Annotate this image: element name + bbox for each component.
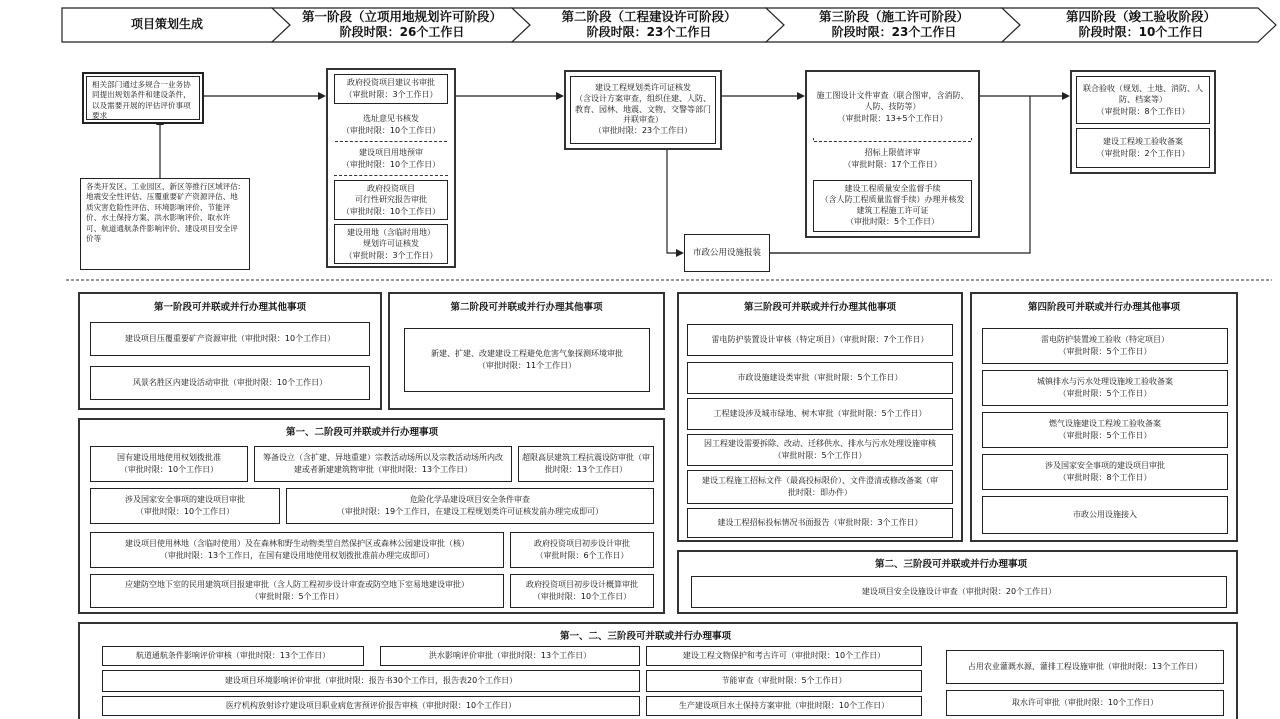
g1-item-2: 风景名胜区内建设活动审批（审批时限：10个工作日） [90, 366, 370, 400]
region-eval-box: 各类开发区、工业园区、新区等推行区域评估: 地震安全性评估、压覆重要矿产资源评估、地质灾害危险性评估、环境影响评价、节能评价、水土保持方案、洪水影响评价、取水许可、航道通航条件影响评价、建设项目安全评价等 [80, 178, 250, 270]
g123-item-2: 洪水影响评价审批（审批时限：13个工作日） [380, 646, 640, 666]
g12-item-8-title: 应建防空地下室的民用建筑项目报建审批（含人防工程初步设计审查或防空地下室易地建设审批） [125, 580, 469, 590]
g4-item-2-title: 城镇排水与污水处理设施竣工验收备案 [1037, 377, 1173, 387]
p1-item-5-limit: （审批时限：3个工作日） [344, 250, 438, 260]
g4-item-2 [982, 370, 1228, 406]
g4-item-4-limit: （审批时限：8个工作日） [1058, 473, 1152, 482]
p1-item-2 [334, 108, 448, 141]
parallel-group-12 [78, 418, 665, 614]
g12-item-6-limit: （审批时限：13个工作日，在国有建设用地使用权划拨批准前办理完成即可） [159, 551, 435, 560]
g12-item-8 [90, 574, 504, 608]
g123-item-9: 取水许可审批（审批时限：10个工作日） [946, 690, 1224, 716]
p1-item-1 [334, 74, 448, 104]
g12-item-6 [90, 532, 504, 568]
p1-item-4 [334, 180, 448, 220]
g12-item-2: 筹备设立（含扩建、异地重建）宗教活动场所以及宗教活动场所内改建或者新建建筑物审批（审批时限：13个工作日） [254, 446, 512, 482]
p1-item-2-limit: （审批时限：10个工作日） [341, 125, 441, 135]
phase1-group [326, 68, 456, 268]
g12-item-7 [510, 532, 654, 568]
g123-item-8: 生产建设项目水土保持方案审批（审批时限：10个工作日） [646, 696, 922, 716]
parallel-group-23-title: 第二、三阶段可并联或并行办理事项 [875, 559, 1028, 570]
p3-item-3-title: 建设工程质量安全监督手续 （含人防工程质量监督手续）办理并核发建筑工程施工许可证 [820, 184, 965, 215]
g12-item-5 [286, 488, 654, 524]
phase3-title: 第三阶段（施工许可阶段） [818, 9, 969, 24]
g12-item-9-limit: （审批时限：10个工作日） [532, 592, 632, 601]
parallel-group-4-title: 第四阶段可并联或并行办理其他事项 [1027, 302, 1180, 313]
g2-item-1 [404, 328, 650, 392]
g12-item-9 [510, 574, 654, 608]
phase4-limit: 阶段时限：10个工作日 [1078, 25, 1204, 39]
p3-item-2-limit: （审批时限：17个工作日） [843, 160, 942, 169]
phase3-limit: 阶段时限：23个工作日 [831, 25, 957, 39]
parallel-group-2 [388, 292, 665, 410]
p4-item-2-title: 建设工程竣工验收备案 [1103, 137, 1183, 147]
g12-item-5-limit: （审批时限：19个工作日，在建设工程规划类许可证核发前办理完成即可） [336, 507, 604, 516]
p3-item-2-title: 招标上限值评审 [864, 148, 921, 158]
start-label: 项目策划生成 [130, 17, 203, 31]
g4-item-1-title: 雷电防护装置竣工验收（特定项目） [1041, 335, 1169, 345]
phase2-title: 第二阶段（工程建设许可阶段） [561, 9, 737, 24]
phase4-group [1070, 70, 1216, 174]
g12-item-1-title: 国有建设用地使用权划拨批准 [117, 453, 221, 463]
p4-item-1-limit: （审批时限：8个工作日） [1096, 106, 1190, 116]
g12-item-7-title: 政府投资项目初步设计审批 [534, 539, 630, 549]
parallel-group-1 [78, 292, 382, 410]
pre-box-outer [82, 72, 204, 124]
p1-item-1-limit: （审批时限：3个工作日） [344, 90, 438, 99]
g3-item-3: 工程建设涉及城市绿地、树木审批（审批时限：5个工作日） [687, 398, 953, 430]
parallel-group-3-title: 第三阶段可并联或并行办理其他事项 [743, 302, 896, 313]
g4-item-5: 市政公用设施接入 [982, 496, 1228, 534]
parallel-group-123 [78, 622, 1238, 719]
phase1-limit: 阶段时限：26个工作日 [339, 25, 465, 39]
p1-item-5-title: 建设用地（含临时用地） 规划许可证核发 [347, 227, 435, 249]
g12-item-4 [90, 488, 280, 524]
p4-item-2-limit: （审批时限：2个工作日） [1096, 149, 1190, 158]
p1-dashed-frame [334, 108, 448, 176]
g3-item-4: 因工程建设需要拆除、改动、迁移供水、排水与污水处理设施审核（审批时限：5个工作日） [687, 434, 953, 466]
g4-item-1 [982, 328, 1228, 364]
g1-item-1: 建设项目压覆重要矿产资源审批（审批时限：10个工作日） [90, 322, 370, 356]
g2-item-1-title: 新建、扩建、改建建设工程避免危害气象探测环境审批 [431, 349, 623, 359]
phase3-group [805, 70, 980, 238]
arrow-p2-municipal [667, 150, 676, 253]
g12-item-4-limit: （审批时限：10个工作日） [135, 507, 235, 516]
g123-item-1: 航道通航条件影响评价审核（审批时限：13个工作日） [102, 646, 364, 666]
p1-item-3-limit: （审批时限：10个工作日） [341, 159, 441, 169]
g4-item-4-title: 涉及国家安全事项的建设项目审批 [1045, 461, 1165, 471]
p2-item [570, 76, 716, 144]
parallel-group-123-title: 第一、二、三阶段可并联或并行办理事项 [560, 631, 732, 642]
g3-item-6: 建设工程招标投标情况书面报告（审批时限：3个工作日） [687, 508, 953, 538]
g123-item-6: 节能审查（审批时限：5个工作日） [646, 670, 922, 692]
g12-item-3: 超限高层建筑工程抗震设防审批（审批时限：13个工作日） [518, 446, 654, 482]
g4-item-4 [982, 454, 1228, 490]
g123-item-7: 医疗机构放射诊疗建设项目职业病危害预评价报告审核（审批时限：10个工作日） [102, 696, 640, 716]
p3-dashed-frame [813, 76, 972, 176]
parallel-group-1-title: 第一阶段可并联或并行办理其他事项 [153, 302, 306, 313]
phase2-limit: 阶段时限：23个工作日 [586, 25, 712, 39]
g12-item-1-limit: （审批时限：10个工作日） [119, 465, 219, 474]
g123-item-3: 建设工程文物保护和考古许可（审批时限：10个工作日） [646, 646, 922, 666]
g3-item-1: 雷电防护装置设计审核（特定项目）（审批时限：7个工作日） [687, 324, 953, 356]
p3-item-1-limit: （审批时限：13+5个工作日） [837, 113, 948, 123]
g123-item-5: 建设项目环境影响评价审批（审批时限：报告书30个工作日，报告表20个工作日） [102, 670, 640, 692]
g3-item-5: 建设工程施工招标文件（最高投标限价）、文件澄清或修改备案（审批时限：即办件） [687, 470, 953, 504]
g12-item-4-title: 涉及国家安全事项的建设项目审批 [125, 495, 245, 505]
g4-item-1-limit: （审批时限：5个工作日） [1058, 347, 1152, 356]
p1-item-4-limit: （审批时限：10个工作日） [341, 206, 441, 216]
p1-item-5 [334, 224, 448, 264]
p1-item-2-title: 选址意见书核发 [363, 113, 419, 123]
g4-item-2-limit: （审批时限：5个工作日） [1058, 389, 1152, 398]
g4-item-3 [982, 412, 1228, 448]
p1-item-1-title: 政府投资项目建议书审批 [347, 78, 435, 88]
pre-box: 相关部门通过多规合一业务协同提出规划条件和建设条件，以及需要开展的评估评价事项要求 [86, 76, 200, 120]
p4-item-2 [1076, 128, 1210, 168]
p1-item-4-title: 政府投资项目 可行性研究报告审批 [355, 183, 427, 205]
p3-item-3-limit: （审批时限：5个工作日） [845, 216, 940, 226]
p3-item-1-title: 施工图设计文件审查（联合图审，含消防、人防、技防等） [816, 90, 969, 112]
parallel-group-4 [970, 292, 1238, 542]
p1-item-3-title: 建设项目用地预审 [359, 147, 423, 157]
p2-item-limit: （审批时限：23个工作日） [593, 126, 693, 136]
parallel-group-23 [677, 550, 1238, 614]
phase4-title: 第四阶段（竣工验收阶段） [1065, 9, 1216, 24]
p4-item-1-title: 联合验收（规划、土地、消防、人防、档案等） [1083, 83, 1203, 105]
p4-item-1 [1076, 76, 1210, 124]
p1-item-3 [334, 142, 448, 175]
p3-item-1 [813, 76, 972, 138]
g2-item-1-limit: （审批时限：11个工作日） [477, 361, 577, 370]
g23-item-1: 建设项目安全设施设计审查（审批时限：20个工作日） [691, 576, 1227, 608]
g12-item-8-limit: （审批时限：5个工作日） [250, 592, 344, 601]
p3-item-3 [813, 180, 972, 232]
g4-item-3-limit: （审批时限：5个工作日） [1058, 431, 1152, 440]
p2-item-title: 建设工程规划类许可证核发 （含设计方案审查，组织住建、人防、教育、园林、地震、文物、交警等部门并联审查） [575, 83, 711, 125]
g12-item-7-limit: （审批时限：6个工作日） [535, 551, 629, 560]
g123-item-4: 占用农业灌溉水源、灌排工程设施审批（审批时限：13个工作日） [946, 650, 1224, 684]
phase1-title: 第一阶段（立项用地规划许可阶段） [301, 9, 502, 24]
phase2-group [564, 70, 722, 150]
g12-item-6-title: 建设项目使用林地（含临时使用）及在森林和野生动物类型自然保护区或森林公园建设审批（核） [125, 539, 469, 549]
p3-item-2 [813, 142, 972, 176]
parallel-group-2-title: 第二阶段可并联或并行办理其他事项 [450, 302, 603, 313]
g4-item-3-title: 燃气设施建设工程竣工验收备案 [1049, 419, 1161, 429]
parallel-group-3 [677, 292, 963, 542]
parallel-group-12-title: 第一、二阶段可并联或并行办理事项 [286, 427, 439, 438]
g12-item-9-title: 政府投资项目初步设计概算审批 [526, 580, 638, 590]
g12-item-5-title: 危险化学品建设项目安全条件审查 [410, 495, 530, 505]
g3-item-2: 市政设施建设类审批（审批时限：5个工作日） [687, 362, 953, 394]
municipal-box: 市政公用设施报装 [684, 234, 770, 272]
g12-item-1 [90, 446, 248, 482]
